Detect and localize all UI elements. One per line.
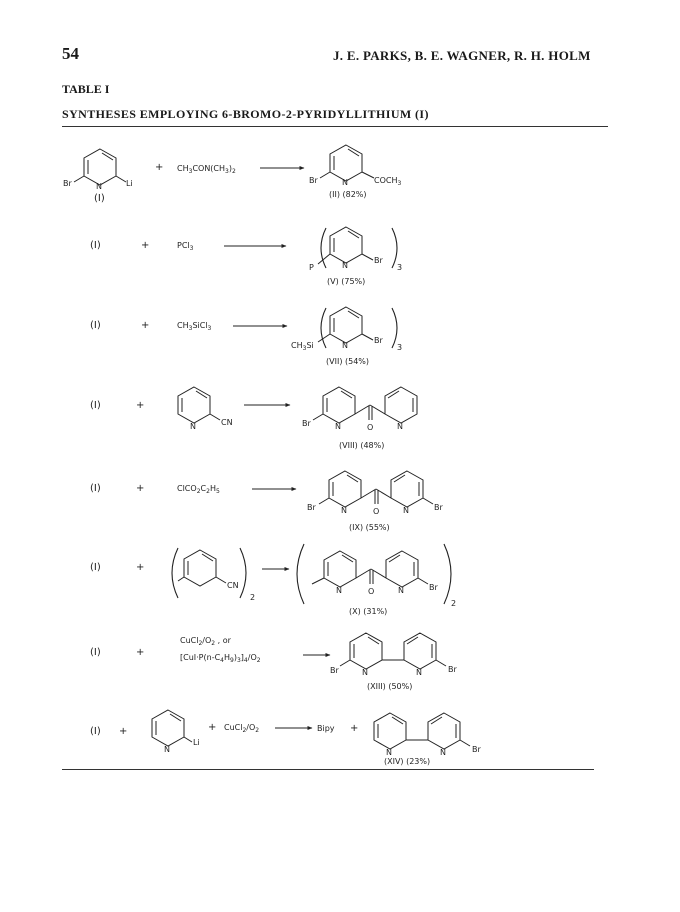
product-XIV-label: (XIV) (23%) [384, 757, 431, 766]
br-label: Br [434, 503, 443, 512]
n-label: N [342, 261, 348, 270]
reaction-3 [90, 307, 402, 366]
page-number: 54 [62, 44, 79, 63]
reaction-4 [90, 387, 417, 450]
br-label: Br [302, 419, 311, 428]
cn-label: CN [221, 418, 233, 427]
ch3si-label: $CH_3Si$ [291, 341, 314, 352]
n-label: N [403, 506, 409, 515]
br-label: Br [309, 176, 318, 185]
compound-I-label: (I) [90, 400, 101, 411]
reagent-r1: $CH_3CON(CH_3)_2$ [177, 164, 236, 175]
subscript-3: 3 [397, 263, 403, 272]
coch3-label: $COCH_3$ [374, 176, 402, 187]
plus-sign: + [136, 483, 145, 494]
reagent-ch3sicl3: $CH_3SiCl_3$ [177, 321, 212, 332]
compound-I-label: (I) [90, 483, 101, 494]
br-label: Br [330, 666, 339, 675]
plus-sign: + [141, 320, 150, 331]
pyridine-ring [386, 551, 418, 587]
compound-I-label: (I) [90, 240, 101, 251]
pyridine-ring [329, 471, 361, 507]
plus-sign: + [119, 726, 128, 737]
br-label: Br [374, 336, 383, 345]
pyridine-ring [391, 471, 423, 507]
pyridine-ring [385, 387, 417, 423]
reagent-clco2c2h5: $ClCO_2C_2H_5$ [177, 484, 220, 495]
plus-sign: + [136, 400, 145, 411]
n-label: N [96, 182, 102, 191]
compound-I-label: (I) [90, 647, 101, 658]
n-label: N [335, 422, 341, 431]
reagent-cucl2-o2: $CuCl_2/O_2$ [224, 723, 260, 734]
pyridine-ring [330, 227, 362, 263]
reaction-5 [90, 471, 443, 532]
pyridine-ring [323, 387, 355, 423]
reaction-8 [90, 710, 481, 766]
n-label: N [341, 506, 347, 515]
plus-sign: + [141, 240, 150, 251]
br-label: Br [374, 256, 383, 265]
plus-sign: + [208, 722, 217, 733]
bipy-label: Bipy [317, 724, 335, 733]
li-label: Li [126, 179, 133, 188]
pyridine-ring [152, 710, 184, 746]
pyridine-ring [324, 551, 356, 587]
subscript-2: 2 [451, 599, 457, 608]
n-label: N [342, 178, 348, 187]
reagent-line-1: $CuCl_2/O_2$ , or [180, 636, 231, 647]
li-label: Li [193, 738, 200, 747]
n-label: N [342, 341, 348, 350]
product-II-label: (II) (82%) [329, 190, 367, 199]
product-V-label: (V) (75%) [327, 277, 366, 286]
benzene-ring [184, 550, 216, 586]
product-X-label: (X) (31%) [349, 607, 388, 616]
pyridine-ring [330, 307, 362, 343]
n-label: N [440, 748, 446, 757]
plus-sign: + [136, 647, 145, 658]
n-label: N [416, 668, 422, 677]
br-label: Br [472, 745, 481, 754]
n-label: N [362, 668, 368, 677]
n-label: N [164, 745, 170, 754]
running-header-authors: J. E. PARKS, B. E. WAGNER, R. H. HOLM [333, 48, 591, 63]
reaction-1 [63, 145, 401, 204]
pyridine-ring [178, 387, 210, 423]
cn-label: CN [227, 581, 239, 590]
pyridine-ring [330, 145, 362, 181]
n-label: N [398, 586, 404, 595]
compound-I-label: (I) [90, 726, 101, 737]
reaction-7 [90, 633, 457, 691]
o-label: O [367, 423, 374, 432]
o-label: O [368, 587, 375, 596]
reaction-6 [90, 544, 456, 616]
reaction-2 [90, 227, 402, 286]
product-VII-label: (VII) (54%) [326, 357, 369, 366]
table-label: TABLE I [62, 82, 110, 96]
o-label: O [373, 507, 380, 516]
table-title: SYNTHESES EMPLOYING 6-BROMO-2-PYRIDYLLITHIUM (I) [62, 107, 429, 121]
subscript-2: 2 [250, 593, 256, 602]
plus-sign: + [350, 723, 359, 734]
compound-I-label: (I) [90, 562, 101, 573]
n-label: N [336, 586, 342, 595]
plus-sign: + [155, 162, 164, 173]
br-label: Br [307, 503, 316, 512]
compound-I-label: (I) [94, 193, 105, 204]
pyridine-ring [84, 149, 116, 185]
br-label: Br [429, 583, 438, 592]
n-label: N [386, 748, 392, 757]
pyridine-ring [404, 633, 436, 669]
reagent-line-2: $[CuI\cdot P(n-C_4H_9)_3]_4/O_2$ [180, 653, 261, 664]
product-IX-label: (IX) (55%) [349, 523, 390, 532]
br-label: Br [448, 665, 457, 674]
n-label: N [190, 422, 196, 431]
subscript-3: 3 [397, 343, 403, 352]
plus-sign: + [136, 562, 145, 573]
pyridine-ring [350, 633, 382, 669]
compound-I-label: (I) [90, 320, 101, 331]
pyridine-ring [374, 713, 406, 749]
n-label: N [397, 422, 403, 431]
p-label: P [309, 263, 314, 272]
pyridine-ring [428, 713, 460, 749]
product-XIII-label: (XIII) (50%) [367, 682, 413, 691]
reagent-pcl3: PCl$_3$ [177, 241, 194, 252]
br-label: Br [63, 179, 72, 188]
product-VIII-label: (VIII) (48%) [339, 441, 385, 450]
